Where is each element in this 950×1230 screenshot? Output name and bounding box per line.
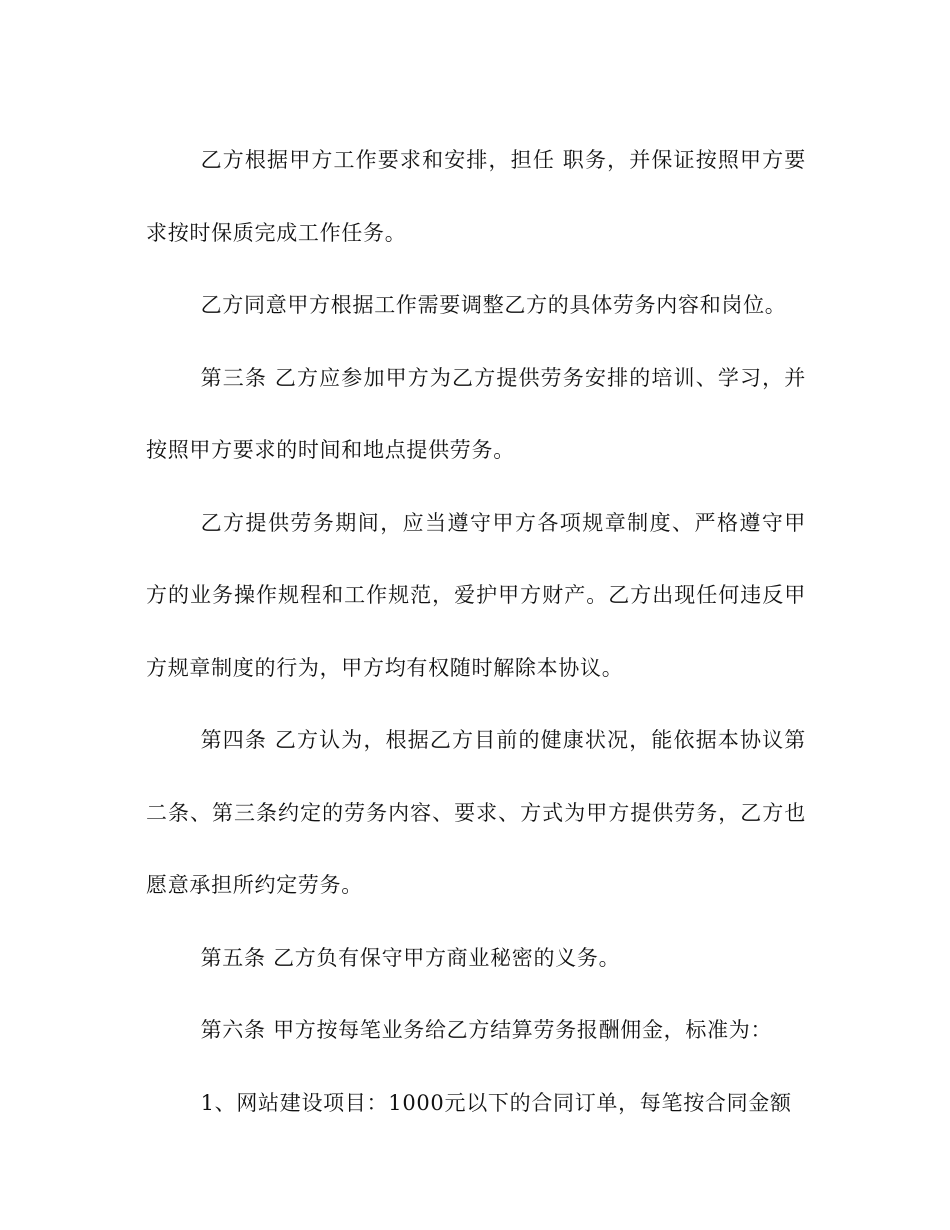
paragraph-article-6: 第六条 甲方按每笔业务给乙方结算劳务报酬佣金，标准为： <box>200 1018 773 1042</box>
paragraph-rules-compliance: 乙方提供劳务期间，应当遵守甲方各项规章制度、严格遵守甲方的业务操作规程和工作规范，爱护甲方财产。乙方出现任何违反甲方规章制度的行为，甲方均有权随时解除本协议。 <box>146 510 806 680</box>
paragraph-job-duties: 乙方根据甲方工作要求和安排，担任 职务，并保证按照甲方要求按时保质完成工作任务。 <box>146 148 806 245</box>
document-body <box>146 124 806 1139</box>
paragraph-article-4: 第四条 乙方认为，根据乙方目前的健康状况，能依据本协议第二条、第三条约定的劳务内容、要求、方式为甲方提供劳务，乙方也愿意承担所约定劳务。 <box>146 728 806 897</box>
paragraph-article-5: 第五条 乙方负有保守甲方商业秘密的义务。 <box>200 945 621 970</box>
paragraph-item-1: 1、网站建设项目：1000元以下的合同订单，每笔按合同金额 <box>200 1090 792 1115</box>
paragraph-article-3: 第三条 乙方应参加甲方为乙方提供劳务安排的培训、学习，并按照甲方要求的时间和地点提供劳务。 <box>146 365 806 462</box>
paragraph-position-adjustment: 乙方同意甲方根据工作需要调整乙方的具体劳务内容和岗位。 <box>200 293 787 317</box>
